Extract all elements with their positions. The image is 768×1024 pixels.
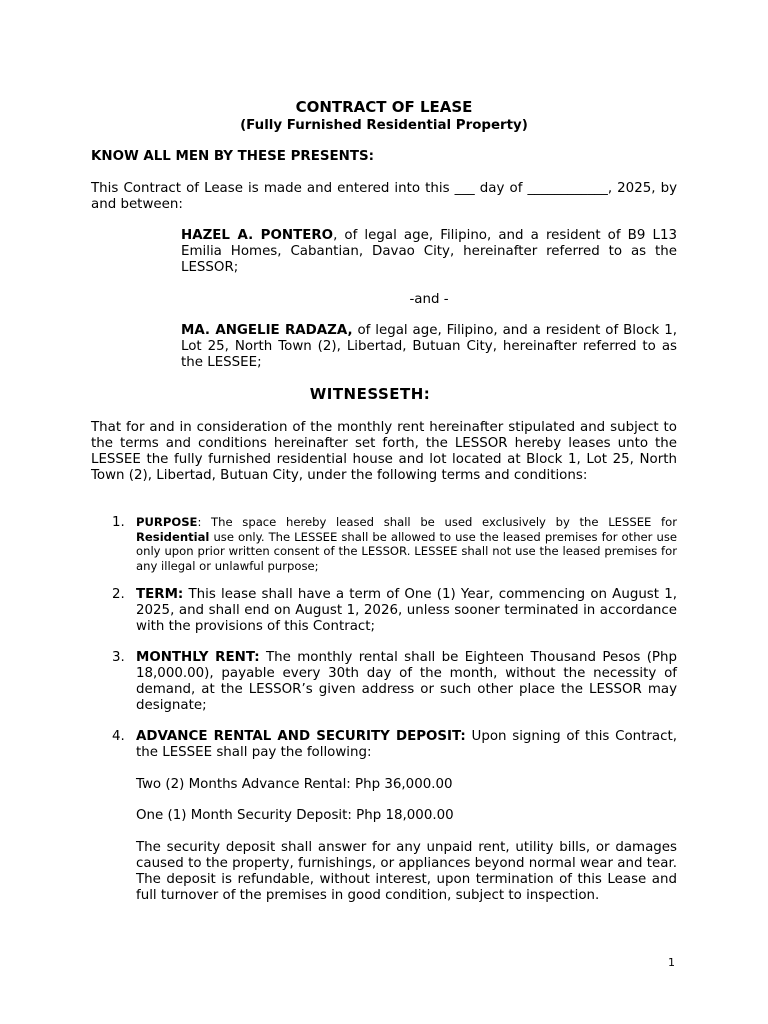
lessee-details: of legal age, Filipino, and a resident of Block 1, Lot 25, North Town (2), Libertad, Butuan City, hereinafter referred to as the LESSEE; bbox=[181, 323, 677, 370]
term-3-text: The monthly rental shall be Eighteen Thousand Pesos (Php 18,000.00), payable every 30th day of the month, without the necessity of demand, at the LESSOR’s given address or such other place the LESSOR may designate; bbox=[136, 650, 677, 713]
lessor-name: HAZEL A. PONTERO bbox=[181, 228, 334, 243]
term-2-heading: TERM: bbox=[136, 587, 184, 602]
term-3-number: 3. bbox=[112, 650, 125, 665]
term-4-advance-deposit bbox=[136, 729, 677, 761]
advance-rental-line: Two (2) Months Advance Rental: Php 36,000.00 bbox=[136, 777, 453, 792]
term-4-heading: ADVANCE RENTAL AND SECURITY DEPOSIT: bbox=[136, 729, 466, 744]
lessor-paragraph bbox=[181, 228, 677, 276]
document-subtitle: (Fully Furnished Residential Property) bbox=[240, 118, 528, 133]
page-number: 1 bbox=[668, 956, 675, 969]
document-title: CONTRACT OF LEASE bbox=[295, 98, 473, 116]
lessee-name: MA. ANGELIE RADAZA, bbox=[181, 323, 353, 338]
term-1-purpose bbox=[136, 515, 677, 573]
term-2-term bbox=[136, 587, 677, 635]
witnesseth-heading: WITNESSETH: bbox=[309, 385, 431, 403]
term-1-number: 1. bbox=[112, 515, 125, 530]
term-2-text: This lease shall have a term of One (1) Year, commencing on August 1, 2025, and shall end on August 1, 2026, unless sooner terminated in accordance with the provisions of this Contract; bbox=[136, 587, 677, 634]
term-3-monthly-rent bbox=[136, 650, 677, 714]
lessee-paragraph bbox=[181, 323, 677, 371]
term-3-heading: MONTHLY RENT: bbox=[136, 650, 260, 665]
term-1-text-a: : The space hereby leased shall be used exclusively by the LESSEE for bbox=[197, 515, 677, 529]
term-4-number: 4. bbox=[112, 729, 125, 744]
deposit-note-paragraph: The security deposit shall answer for any unpaid rent, utility bills, or damages caused to the property, furnishings, or appliances beyond normal wear and tear. The deposit is refundable, without interest, upon termination of this Lease and full turnover of the premises in good condition, subject to inspection. bbox=[136, 840, 677, 903]
term-1-heading: PURPOSE bbox=[136, 515, 198, 529]
term-4-text: Upon signing of this Contract, the LESSEE shall pay the following: bbox=[136, 729, 677, 760]
lessor-details: , of legal age, Filipino, and a resident of B9 L13 Emilia Homes, Cabantian, Davao City, hereinafter referred to as the LESSOR; bbox=[181, 228, 677, 275]
term-1-text-b: use only. The LESSEE shall be allowed to use the leased premises for other use only upon prior written consent of the LESSOR. LESSEE shall not use the leased premises for any illegal or unlawful purpose; bbox=[136, 529, 677, 573]
and-separator: -and - bbox=[409, 292, 449, 307]
term-1-emphasis: Residential bbox=[136, 529, 210, 544]
term-2-number: 2. bbox=[112, 587, 125, 602]
intro-paragraph: This Contract of Lease is made and entered into this ___ day of ____________, 2025, by and between: bbox=[91, 181, 677, 212]
consideration-paragraph: That for and in consideration of the monthly rent hereinafter stipulated and subject to the terms and conditions hereinafter set forth, the LESSOR hereby leases unto the LESSEE the fully furnished residential house and lot located at Block 1, Lot 25, North Town (2), Libertad, Butuan City, under the following terms and conditions: bbox=[91, 420, 677, 483]
know-all-heading: KNOW ALL MEN BY THESE PRESENTS: bbox=[91, 149, 375, 164]
security-deposit-line: One (1) Month Security Deposit: Php 18,000.00 bbox=[136, 808, 454, 823]
